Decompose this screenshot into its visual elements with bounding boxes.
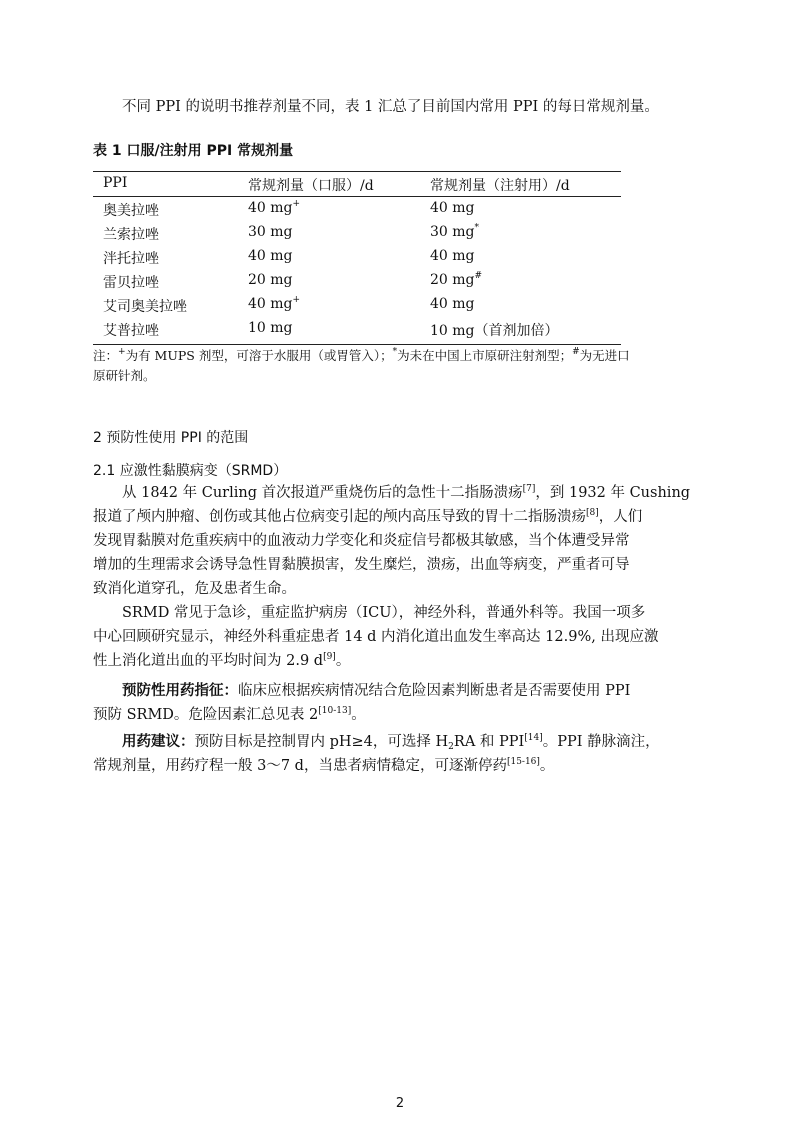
table-top-rule — [93, 171, 621, 172]
table-cell-oral: 10 mg — [248, 320, 293, 336]
bold-label: 预防性用药指征： — [122, 682, 238, 699]
page-number: 2 — [395, 1096, 405, 1111]
table-cell-injection: 40 mg — [430, 200, 475, 216]
table-cell-drug: 泮托拉唑 — [103, 251, 159, 267]
table-cell-drug: 奥美拉唑 — [103, 203, 159, 219]
intro-paragraph — [122, 95, 659, 116]
table-cell-oral: 40 mg+ — [248, 199, 301, 216]
table-cell-injection: 30 mg* — [430, 223, 480, 240]
table-cell-drug: 兰索拉唑 — [103, 227, 159, 243]
table-header-rule — [93, 196, 621, 197]
table-header-ppi: PPI — [103, 175, 128, 191]
table-cell-oral: 20 mg — [248, 272, 293, 288]
table-header-oral: 常规剂量（口服）/d — [248, 178, 374, 194]
table-cell-injection: 10 mg（首剂加倍） — [430, 323, 559, 339]
table-cell-injection: 40 mg — [430, 248, 475, 264]
table-cell-oral: 40 mg — [248, 248, 293, 264]
table-note: 注：+为有 MUPS 剂型，可溶于水服用（或胃管入）；*为未在中国上市原研注射剂型；#为无进口 原研针剂。 — [93, 347, 630, 383]
section-heading: 2 预防性使用 PPI 的范围 — [93, 430, 249, 446]
paragraph: 预防性用药指征：临床应根据疾病情况结合危险因素判断患者是否需要使用 PPI 预防 SRMD。危险因素汇总见表 2[10-13]。 — [93, 682, 631, 723]
paragraph: 从 1842 年 Curling 首次报道严重烧伤后的急性十二指肠溃疡[7]，到 1932 年 Cushing 报道了颅内肿瘤、创伤或其他占位病变引起的颅内高压导致的胃十二指肠溃疡[8]，人们 发现胃黏膜对危重疾病中的血液动力学变化和炎症信号都极其敏感，当个体遭受异常 增加的生理需求会诱导急性胃黏膜损害，发生糜烂，溃疡，出血等病变，严重者可导 致消化道穿孔，危及患者生命。 — [93, 484, 691, 597]
paragraph: SRMD 常见于急诊，重症监护病房（ICU），神经外科，普通外科等。我国一项多 中心回顾研究显示，神经外科重症患者 14 d 内消化道出血发生率高达 12.9%, 出现应激 性上消化道出血的平均时间为 2.9 d[9]。 — [93, 605, 659, 669]
bold-label: 用药建议： — [122, 733, 195, 750]
table-bottom-rule — [93, 344, 621, 345]
table-cell-drug: 艾普拉唑 — [103, 323, 159, 339]
table-cell-drug: 雷贝拉唑 — [103, 275, 159, 291]
paragraph: 用药建议：预防目标是控制胃内 pH≥4，可选择 $H_2RA$ 和 PPI[14]。PPI 静脉滴注， 常规剂量，用药疗程一般 3～7 d，当患者病情稳定，可逐渐停药[15-16]。 — [93, 733, 660, 774]
table-cell-injection: 20 mg# — [430, 271, 483, 288]
table-cell-drug: 艾司奥美拉唑 — [103, 299, 187, 315]
table-caption: 表 1 口服/注射用 PPI 常规剂量 — [93, 143, 294, 159]
subsection-heading: 2.1 应激性黏膜病变（SRMD） — [93, 463, 288, 479]
intro-text: 不同 PPI 的说明书推荐剂量不同，表 1 汇总了目前国内常用 PPI 的每日常规剂量。 — [122, 99, 659, 115]
table-cell-oral: 30 mg — [248, 224, 293, 240]
table-cell-injection: 40 mg — [430, 296, 475, 312]
table-header-injection: 常规剂量（注射用）/d — [430, 178, 570, 194]
table-cell-oral: 40 mg+ — [248, 295, 301, 312]
